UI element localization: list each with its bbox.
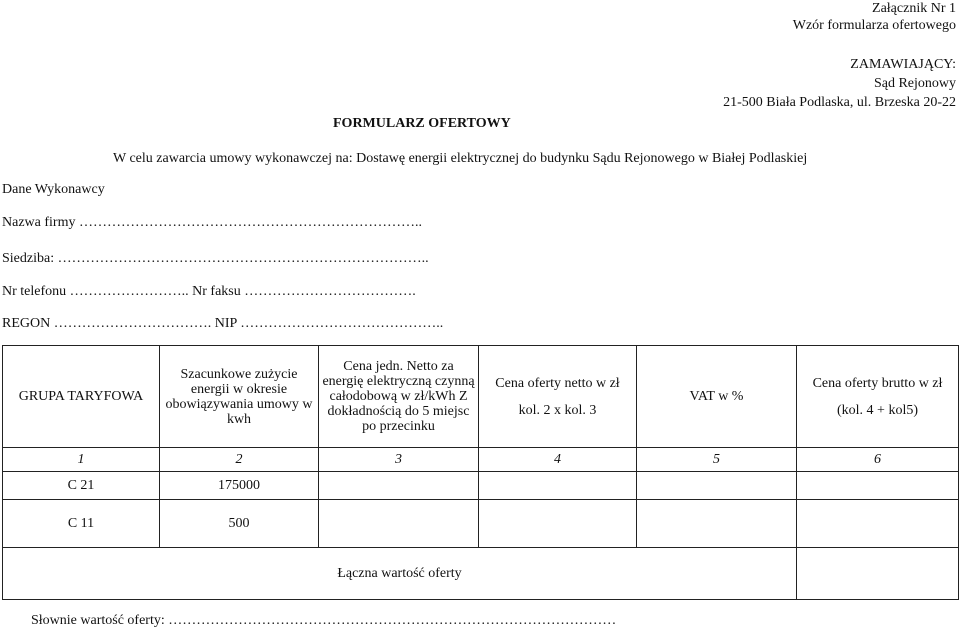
row-gross-price-cell[interactable]: [797, 472, 959, 500]
row-gross-price-cell[interactable]: [797, 500, 959, 548]
row-group: C 21: [3, 472, 160, 500]
header-net-price: [479, 346, 637, 448]
row-usage: 500: [160, 500, 319, 548]
offer-table: [2, 345, 959, 600]
column-number: 1: [3, 448, 160, 472]
table-header-row: [3, 346, 959, 448]
form-title: FORMULARZ OFERTOWY: [333, 116, 511, 131]
header-usage: Szacunkowe zużycie energii w okresie obowiązywania umowy w kwh: [160, 346, 319, 448]
column-number: 3: [319, 448, 479, 472]
total-label: Łączna wartość oferty: [3, 548, 797, 600]
row-unit-price-cell[interactable]: [319, 500, 479, 548]
row-unit-price-cell[interactable]: [319, 472, 479, 500]
net-price-formula: kol. 2 x kol. 3: [518, 402, 597, 418]
row-usage: 175000: [160, 472, 319, 500]
table-row: [3, 500, 959, 548]
column-number: 4: [479, 448, 637, 472]
buyer-address: 21-500 Biała Podlaska, ul. Brzeska 20-22: [723, 95, 956, 110]
row-group: C 11: [3, 500, 160, 548]
header-vat: VAT w %: [637, 346, 797, 448]
buyer-label: ZAMAWIAJĄCY:: [850, 57, 956, 72]
header-unit-price: Cena jedn. Netto za energię elektryczną czynną całodobową w zł/kWh Z dokładnością do 5 miejsc po przecinku: [319, 346, 479, 448]
row-net-price-cell[interactable]: [479, 500, 637, 548]
net-price-label: Cena oferty netto w zł: [495, 375, 620, 391]
total-row: [3, 548, 959, 600]
column-number: 2: [160, 448, 319, 472]
row-vat-cell[interactable]: [637, 472, 797, 500]
column-number: 6: [797, 448, 959, 472]
template-name: Wzór formularza ofertowego: [792, 18, 956, 33]
company-name-line: Nazwa firmy ………………………………………………………………..: [2, 215, 422, 230]
column-number: 5: [637, 448, 797, 472]
contractor-section-label: Dane Wykonawcy: [2, 182, 105, 197]
gross-price-formula: (kol. 4 + kol5): [837, 402, 918, 418]
row-vat-cell[interactable]: [637, 500, 797, 548]
buyer-name: Sąd Rejonowy: [873, 76, 956, 91]
seat-line: Siedziba: ……………………………………………………………………..: [2, 251, 429, 266]
attachment-number: Załącznik Nr 1: [872, 1, 956, 16]
row-net-price-cell[interactable]: [479, 472, 637, 500]
column-number-row: [3, 448, 959, 472]
header-gross-price: [797, 346, 959, 448]
words-amount-line: Słownie wartość oferty: ……………………………………………………………………………………: [31, 613, 617, 628]
phone-fax-line: Nr telefonu …………………….. Nr faksu ……………………………….: [2, 284, 416, 299]
table-row: [3, 472, 959, 500]
total-value-cell[interactable]: [797, 548, 959, 600]
header-group: GRUPA TARYFOWA: [3, 346, 160, 448]
regon-nip-line: REGON ……………………………. NIP ……………………………………..: [2, 316, 444, 331]
intro-text: W celu zawarcia umowy wykonawczej na: Dostawę energii elektrycznej do budynku Sądu Rejonowego w Białej Podlaskiej: [113, 151, 808, 166]
gross-price-label: Cena oferty brutto w zł: [812, 375, 943, 391]
